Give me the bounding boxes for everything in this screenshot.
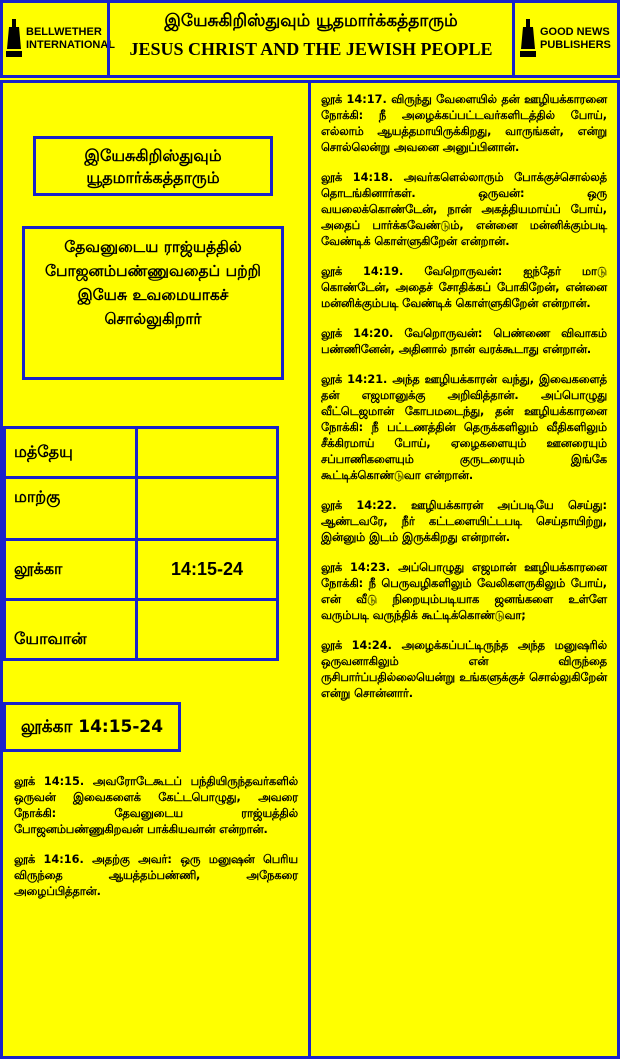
table-row — [5, 478, 278, 540]
verse-22: லூக் 14:22. ஊழியக்காரன் அப்படியே செய்து: ஆண்டவரே, நீர் கட்டளையிட்டபடி செய்தாயிற்று, இன்னும் இடம் இருக்கிறது என்றான். — [321, 499, 607, 544]
gospel-book: மாற்கு — [5, 478, 137, 540]
summary-box — [22, 226, 284, 380]
bellwether-logo — [0, 0, 116, 78]
summary-text: தேவனுடைய ராஜ்யத்தில் போஜனம்பண்ணுவதைப் பற்றி இயேசு உவமையாகச் சொல்லுகிறார் — [44, 238, 262, 328]
right-verses — [321, 92, 607, 716]
lamp-icon — [6, 19, 22, 59]
left-verses — [14, 774, 298, 914]
table-row — [5, 540, 278, 600]
verse-18: லூக் 14:18. அவர்களெல்லாரும் போக்குச்சொல்லத் தொடங்கினார்கள். ஒருவன்: ஒரு வயலைக்கொண்டேன், நான் அகத்தியமாய்ப் போய், அதைப் பார்க்கவேண்டும், என்னை மன்னிக்கும்படி வேண்டிக் கொள்ளுகிறேன் என்றான். — [321, 171, 607, 248]
verse-17: லூக் 14:17. விருந்து வேளையில் தன் ஊழியக்காரனை நோக்கி: நீ அழைக்கப்பட்டவர்களிடத்தில் போய், எல்லாம் ஆயத்தமாயிருக்கிறது, வாருங்கள், என்று சொல்லென்று அவனை அனுப்பினான். — [321, 93, 607, 154]
verse-15: லூக் 14:15. அவரோடேகூடப் பந்தியிருந்தவர்களில் ஒருவன் இவைகளைக் கேட்டபொழுது, அவரை நோக்கி: தேவனுடைய ராஜ்யத்தில் போஜனம்பண்ணுகிறவன் பாக்கியவான் என்றான். — [14, 775, 298, 836]
verse-20: லூக் 14:20. வேறொருவன்: பெண்ணை விவாகம் பண்ணினேன், அதினால் நான் வரக்கூடாது என்றான். — [321, 327, 607, 356]
gospel-book: யோவான் — [5, 600, 137, 660]
gospels-table — [3, 426, 279, 661]
gospel-ref — [137, 600, 278, 660]
passage-label: லூக்கா 14:15-24 — [3, 702, 181, 752]
good-news-logo-text: GOOD NEWS PUBLISHERS — [540, 26, 611, 51]
verse-16: லூக் 14:16. அதற்கு அவர்: ஒரு மனுஷன் பெரிய விருந்தை ஆயத்தம்பண்ணி, அநேகரை அழைப்பித்தான். — [14, 853, 298, 898]
header-title-frame — [107, 0, 515, 78]
gospel-ref — [137, 428, 278, 478]
topic-line-2: யூதமார்க்கத்தாரும் — [86, 168, 220, 187]
verse-21: லூக் 14:21. அந்த ஊழியக்காரன் வந்து, இவைகளைத் தன் எஜமானுக்கு அறிவித்தான். அப்பொழுது வீட்டெஜமான் கோபமடைந்து, தன் ஊழியக்காரனை நோக்கி: நீ பட்டணத்தின் தெருக்களிலும் வீதிகளிலும் சீக்கிரமாய் போய், ஏழைகளையும் ஊனரையும் சப்பாணிகளையும் குருடரையும் இங்கே கூட்டிக்கொண்டுவா என்றான். — [321, 373, 607, 482]
lamp-icon — [520, 19, 536, 59]
bellwether-logo-text: BELLWETHER INTERNATIONAL — [26, 26, 116, 51]
table-row — [5, 600, 278, 660]
verse-24: லூக் 14:24. அழைக்கப்பட்டிருந்த அந்த மனுஷரில் ஒருவனாகிலும் என் விருந்தை ருசிபார்ப்பதில்லையென்று உங்களுக்குச் சொல்லுகிறேன் என்று சொன்னார். — [321, 639, 607, 700]
verse-23: லூக் 14:23. அப்பொழுது எஜமான் ஊழியக்காரனை நோக்கி: நீ பெருவழிகளிலும் வேலிகளருகிலும் போய், என் வீடு நிறையும்படியாக ஜனங்களை உள்ளே வரும்படி வருந்திக் கூட்டிக்கொண்டுவா; — [321, 561, 607, 622]
tamil-title: இயேசுகிறிஸ்துவும் யூதமார்க்கத்தாரும் — [164, 11, 458, 31]
gospel-book: மத்தேயு — [5, 428, 137, 478]
table-row — [5, 428, 278, 478]
gospel-book: லூக்கா — [5, 540, 137, 600]
topic-box — [33, 136, 273, 196]
english-title: JESUS CHRIST AND THE JEWISH PEOPLE — [129, 39, 493, 59]
good-news-logo — [512, 0, 620, 78]
topic-line-1: இயேசுகிறிஸ்துவும் — [84, 146, 222, 165]
gospel-ref: 14:15-24 — [137, 540, 278, 600]
gospel-ref — [137, 478, 278, 540]
verse-19: லூக் 14:19. வேறொருவன்: ஐந்தேர் மாடு கொண்டேன், அதைச் சோதிக்கப் போகிறேன், என்னை மன்னிக்கும்படி வேண்டிக் கொள்ளுகிறேன் என்றான். — [321, 265, 607, 310]
